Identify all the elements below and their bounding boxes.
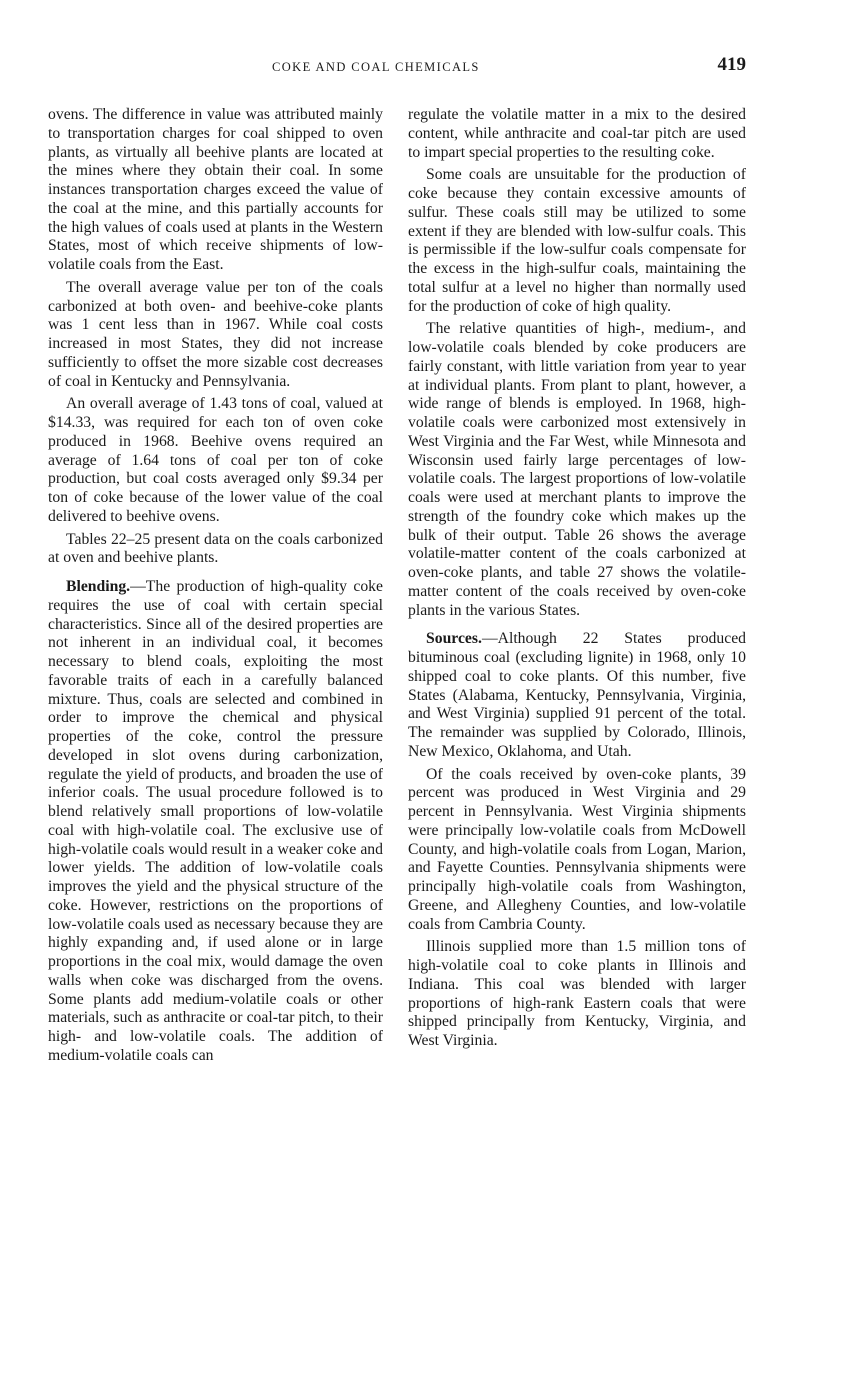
sources-text: —Although 22 States produced bituminous coal (excluding lignite) in 1968, only 10 shipped coal to coke plants. Of this number, five States (Alabama, Kentucky, Pennsylvania, Virginia, and West Virginia) supplied 91 percent of the total. The remainder was supplied by Colorado, Illinois, New Mexico, Oklahoma, and Utah.: [408, 630, 746, 760]
paragraph: Of the coals received by oven-coke plants, 39 percent was produced in West Virginia and 29 percent in Pennsylvania. West Virginia shipments were principally low-volatile coals from McDowell County, and high-volatile coals from Logan, Marion, and Fayette Counties. Pennsylvania shipments were principally high-volatile coals from Washington, Greene, and Allegheny Counties, and low-volatile coals from Cambria County.: [408, 765, 746, 933]
running-head: COKE AND COAL CHEMICALS: [272, 60, 480, 74]
page-header: [0, 56, 863, 80]
blending-text: —The production of high-quality coke requires the use of coal with certain special characteristics. Since all of the desired properties are not inherent in an individual coal, it becomes necessary to blend coals, exploiting the most favorable traits of each in a carefully balanced mixture. Thus, coals are selected and combined in order to improve the chemical and physical properties of the coke, control the pressure developed in slot ovens during carbonization, regulate the yield of products, and broaden the use of inferior coals. The usual procedure followed is to blend relatively small proportions of low-volatile coal with high-volatile coal. The exclusive use of high-volatile coals would result in a weaker coke and lower yields. The addition of low-volatile coals improves the yield and the physical structure of the coke. However, restrictions on the proportions of low-volatile coals used as necessary because they are highly expanding and, if used alone or in large proportions in the coal mix, would damage the oven walls when coke was discharged from the ovens. Some plants add medium-volatile coals or other materials, such as anthracite or coal-tar pitch, to their high- and low-volatile coals. The addition of medium-volatile coals can: [48, 578, 383, 1064]
paragraph: Tables 22–25 present data on the coals carbonized at oven and beehive plants.: [48, 530, 383, 567]
paragraph: The relative quantities of high-, medium-, and low-volatile coals blended by coke producers are fairly constant, with little variation from year to year at individual plants. From plant to plant, however, a wide range of blends is employed. In 1968, high-volatile coals were carbonized most extensively in West Virginia and the Far West, while Minnesota and Wisconsin used fairly large percentages of low-volatile coals. The largest proportions of low-volatile coals were used at merchant plants to improve the strength of the foundry coke which makes up the bulk of their output. Table 26 shows the average volatile-matter content of the coals carbonized at oven-coke plants, and table 27 shows the volatile-matter content of the coals received by oven-coke plants in the various States.: [408, 320, 746, 619]
paragraph: Some coals are unsuitable for the production of coke because they contain excessive amounts of sulfur. These coals still may be utilized to some extent if they are blended with low-sulfur coals. This is permissible if the low-sulfur coals compensate for the excess in the high-sulfur coals, maintaining the total sulfur at a level no higher than normally used for the production of coke of high quality.: [408, 166, 746, 315]
left-column: [48, 106, 383, 1070]
blending-heading: Blending.: [66, 578, 131, 595]
blending-section: [48, 578, 383, 1066]
paragraph: The overall average value per ton of the coals carbonized at both oven- and beehive-coke plants was 1 cent less than in 1967. While coal costs increased in most States, they did not increase sufficiently to offset the more sizable cost decreases of coal in Kentucky and Pennsylvania.: [48, 278, 383, 390]
paragraph: Illinois supplied more than 1.5 million tons of high-volatile coal to coke plants in Illinois and Indiana. This coal was blended with larger proportions of high-rank Eastern coals that were shipped principally from Kentucky, Virginia, and West Virginia.: [408, 938, 746, 1049]
paragraph: An overall average of 1.43 tons of coal, valued at $14.33, was required for each ton of oven coke produced in 1968. Beehive ovens required an average of 1.64 tons of coal per ton of coke production, but coal costs averaged only $9.34 per ton of coke because of the lower value of the coal delivered to beehive ovens.: [48, 395, 383, 525]
right-column: [408, 106, 746, 1055]
paragraph: regulate the volatile matter in a mix to the desired content, while anthracite and coal-tar pitch are used to impart special properties to the resulting coke.: [408, 106, 746, 161]
sources-heading: Sources.: [426, 630, 482, 648]
paragraph: ovens. The difference in value was attributed mainly to transportation charges for coal shipped to oven plants, as virtually all beehive plants are located at the mines where they obtain their coal. In some instances transportation charges exceed the value of the coal at the mine, and this partially accounts for the high values of coals used at plants in the Western States, most of which receive shipments of low-volatile coals from the East.: [48, 106, 383, 273]
sources-section: [408, 630, 746, 761]
page-number: 419: [717, 54, 746, 75]
